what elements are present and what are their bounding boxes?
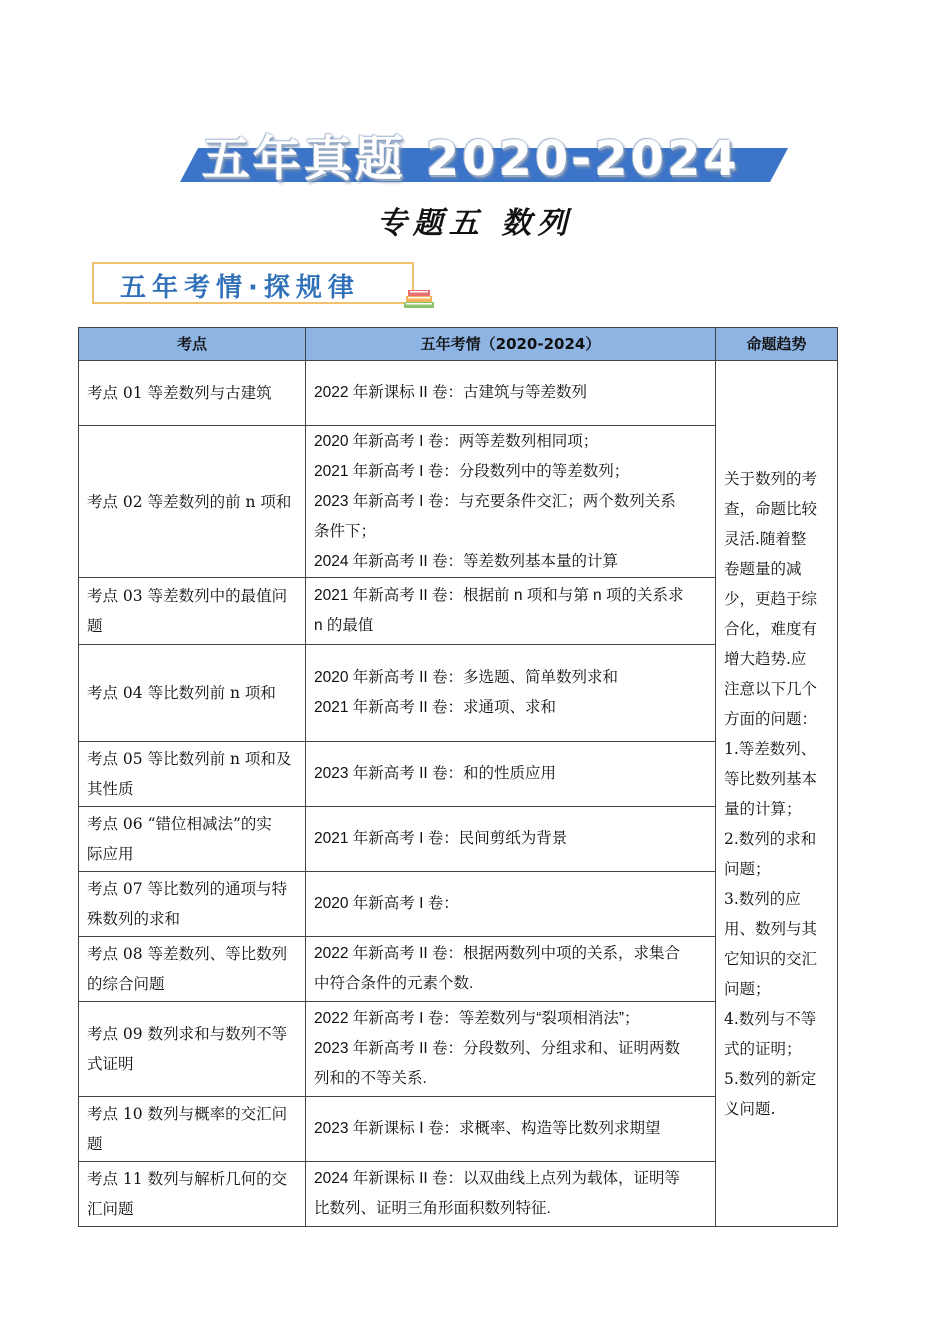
topic-text: 考点 07 等比数列的通项与特 <box>87 880 288 898</box>
banner <box>180 118 770 186</box>
exam-item: 2022 年新高考 I 卷：等差数列与“裂项相消法”； <box>314 1010 640 1027</box>
header-topic: 考点 <box>79 328 306 361</box>
exam-cell <box>306 1162 716 1227</box>
banner-title: 五年真题 2020-2024 <box>202 131 740 187</box>
trend-line: 问题； <box>724 859 771 878</box>
trend-line: 查，命题比较 <box>724 499 818 518</box>
table-row <box>79 361 838 426</box>
topic-cell <box>79 361 306 426</box>
topic-cell <box>79 1162 306 1227</box>
trend-line: 4.数列与不等 <box>724 1009 817 1028</box>
trend-line: 3.数列的应 <box>724 889 801 908</box>
trend-line: 等比数列基本 <box>724 769 818 788</box>
exam-item: 2021 年新高考 I 卷：分段数列中的等差数列； <box>314 462 630 480</box>
exam-item: 2022 年新高考 II 卷：根据两数列中项的关系，求集合 <box>314 945 681 962</box>
exam-item: 2023 年新高考 II 卷：和的性质应用 <box>314 765 557 782</box>
exam-table <box>78 327 838 1227</box>
exam-item: 比数列、证明三角形面积数列特征. <box>314 1200 551 1217</box>
topic-cell <box>79 578 306 645</box>
exam-cell <box>306 807 716 872</box>
topic-text: 汇问题 <box>87 1200 134 1218</box>
topic-text: 考点 01 等差数列与古建筑 <box>87 384 272 402</box>
topic-cell <box>79 426 306 578</box>
topic-cell <box>79 807 306 872</box>
topic-text: 际应用 <box>87 845 134 863</box>
trend-line: 关于数列的考 <box>724 469 818 488</box>
trend-line: 2.数列的求和 <box>724 829 817 848</box>
topic-text: 考点 03 等差数列中的最值问 <box>87 587 288 605</box>
exam-item: 2021 年新高考 I 卷：民间剪纸为背景 <box>314 830 568 847</box>
exam-item: 2022 年新课标 II 卷：古建筑与等差数列 <box>314 384 588 401</box>
exam-cell <box>306 578 716 645</box>
exam-item: 条件下； <box>314 522 377 540</box>
exam-cell <box>306 937 716 1002</box>
trend-line: 式的证明； <box>724 1039 802 1058</box>
topic-text: 考点 05 等比数列前 n 项和及 <box>87 750 292 768</box>
topic-cell <box>79 742 306 807</box>
topic-text: 题 <box>87 617 103 635</box>
trend-line: 它知识的交汇 <box>724 949 818 968</box>
exam-item: 2023 年新课标 Ⅰ 卷：求概率、构造等比数列求期望 <box>314 1120 661 1137</box>
topic-text: 考点 02 等差数列的前 n 项和 <box>87 492 292 511</box>
trend-line: 注意以下几个 <box>724 679 818 698</box>
trend-line: 用、数列与其 <box>724 919 818 938</box>
trend-line: 灵活.随着整 <box>724 529 807 548</box>
topic-text: 考点 11 数列与解析几何的交 <box>87 1170 288 1188</box>
exam-item: 2023 年新高考 II 卷：分段数列、分组求和、证明两数 <box>314 1040 681 1057</box>
exam-item: 2021 年新高考 II 卷：根据前 n 项和与第 n 项的关系求 <box>314 587 684 604</box>
topic-cell <box>79 645 306 742</box>
subtitle: 专题五 数列 <box>376 206 574 241</box>
exam-cell <box>306 426 716 578</box>
section-label-box <box>92 262 414 304</box>
topic-text: 其性质 <box>87 780 134 798</box>
table-header-row <box>79 328 838 361</box>
trend-line: 量的计算； <box>724 799 802 818</box>
topic-text: 殊数列的求和 <box>87 910 181 928</box>
topic-cell <box>79 872 306 937</box>
exam-item: 2021 年新高考 II 卷：求通项、求和 <box>314 699 557 716</box>
topic-text: 考点 06 “错位相减法”的实 <box>87 815 272 833</box>
trend-line: 义问题. <box>724 1099 776 1118</box>
topic-text: 的综合问题 <box>87 975 165 993</box>
topic-text: 考点 10 数列与概率的交汇问 <box>87 1105 288 1123</box>
topic-text: 考点 04 等比数列前 n 项和 <box>87 684 276 702</box>
trend-line: 增大趋势.应 <box>724 649 807 668</box>
exam-item: 中符合条件的元素个数. <box>314 975 474 992</box>
exam-cell <box>306 1002 716 1097</box>
topic-cell <box>79 1097 306 1162</box>
trend-line: 合化，难度有 <box>724 619 818 638</box>
exam-cell <box>306 742 716 807</box>
trend-line: 卷题量的减 <box>724 559 802 578</box>
header-trend: 命题趋势 <box>716 328 838 361</box>
exam-cell <box>306 872 716 937</box>
topic-text: 式证明 <box>87 1055 134 1073</box>
exam-item: 2024 年新课标 II 卷：以双曲线上点列为载体，证明等 <box>314 1170 681 1187</box>
trend-cell <box>716 361 838 1227</box>
exam-cell <box>306 1097 716 1162</box>
topic-text: 考点 09 数列求和与数列不等 <box>87 1025 288 1043</box>
trend-line: 少，更趋于综 <box>724 589 818 608</box>
exam-item: 2020 年新高考 II 卷：多选题、简单数列求和 <box>314 669 619 686</box>
trend-line: 方面的问题： <box>724 709 818 728</box>
exam-cell <box>306 361 716 426</box>
exam-item: 2020 年新高考 I 卷：两等差数列相同项； <box>314 432 599 450</box>
topic-text: 题 <box>87 1135 103 1153</box>
trend-line: 问题； <box>724 979 771 998</box>
section-label: 五年考情·探规律 <box>120 273 360 303</box>
topic-cell <box>79 1002 306 1097</box>
header-exams: 五年考情（2020-2024） <box>306 328 716 361</box>
exam-item: 2020 年新高考 I 卷： <box>314 895 459 912</box>
topic-cell <box>79 937 306 1002</box>
trend-line: 5.数列的新定 <box>724 1069 817 1088</box>
exam-item: 2024 年新高考 II 卷：等差数列基本量的计算 <box>314 552 619 570</box>
exam-item: n 的最值 <box>314 617 374 634</box>
exam-item: 2023 年新高考 I 卷：与充要条件交汇；两个数列关系 <box>314 492 676 510</box>
topic-text: 考点 08 等差数列、等比数列 <box>87 945 288 963</box>
trend-line: 1.等差数列、 <box>724 739 817 758</box>
exam-cell <box>306 645 716 742</box>
exam-item: 列和的不等关系. <box>314 1070 427 1087</box>
books-icon <box>402 286 436 310</box>
